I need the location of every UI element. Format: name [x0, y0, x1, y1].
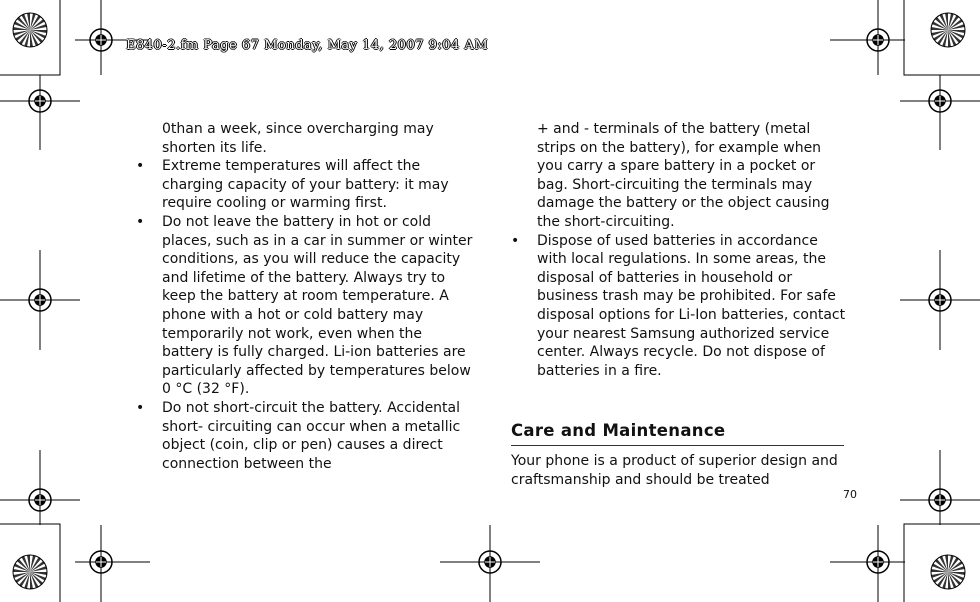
- bullet-item: • Do not leave the battery in hot or cold places, such as in a car in summer or winter conditions, as you will reduce the capacity and lifetime of the battery. Always try to keep the battery at room temperature. A phone with a hot or cold battery may temporarily not work, even when the battery is fully charged. Li-ion batteries are particularly affected by temperatures below 0 °C (32 °F).: [162, 213, 474, 399]
- right-column: [537, 120, 847, 380]
- left-column: [162, 120, 474, 473]
- right-continuation: + and - terminals of the battery (metal strips on the battery), for example when you carry a spare battery in a pocket or bag. Short-circuiting the terminals may damage the battery or the object causing the short-circuiting.: [537, 121, 830, 230]
- starburst-icon: [13, 13, 47, 47]
- document-header: E840-2.fm Page 67 Monday, May 14, 2007 9:04 AM: [126, 38, 489, 53]
- bullet-item: • Dispose of used batteries in accordance with local regulations. In some areas, the disposal of batteries in household or business trash may be prohibited. For safe disposal options for Li-Ion batteries, contact your nearest Samsung authorized service center. Always recycle. Do not dispose of batteries in a fire.: [537, 232, 847, 381]
- starburst-icon: [931, 13, 965, 47]
- starburst-icon: [931, 555, 965, 589]
- section-intro: Your phone is a product of superior design and craftsmanship and should be treated: [511, 453, 838, 488]
- section-heading: Care and Maintenance: [511, 421, 844, 446]
- bullet-item: • Extreme temperatures will affect the charging capacity of your battery: it may require cooling or warming first.: [162, 157, 474, 213]
- page-number: 70: [843, 488, 857, 501]
- left-continuation: 0than a week, since overcharging may shorten its life.: [162, 121, 434, 156]
- bullet-item: • Do not short-circuit the battery. Accidental short- circuiting can occur when a metallic object (coin, clip or pen) causes a direct connection between the: [162, 399, 474, 473]
- starburst-icon: [13, 555, 47, 589]
